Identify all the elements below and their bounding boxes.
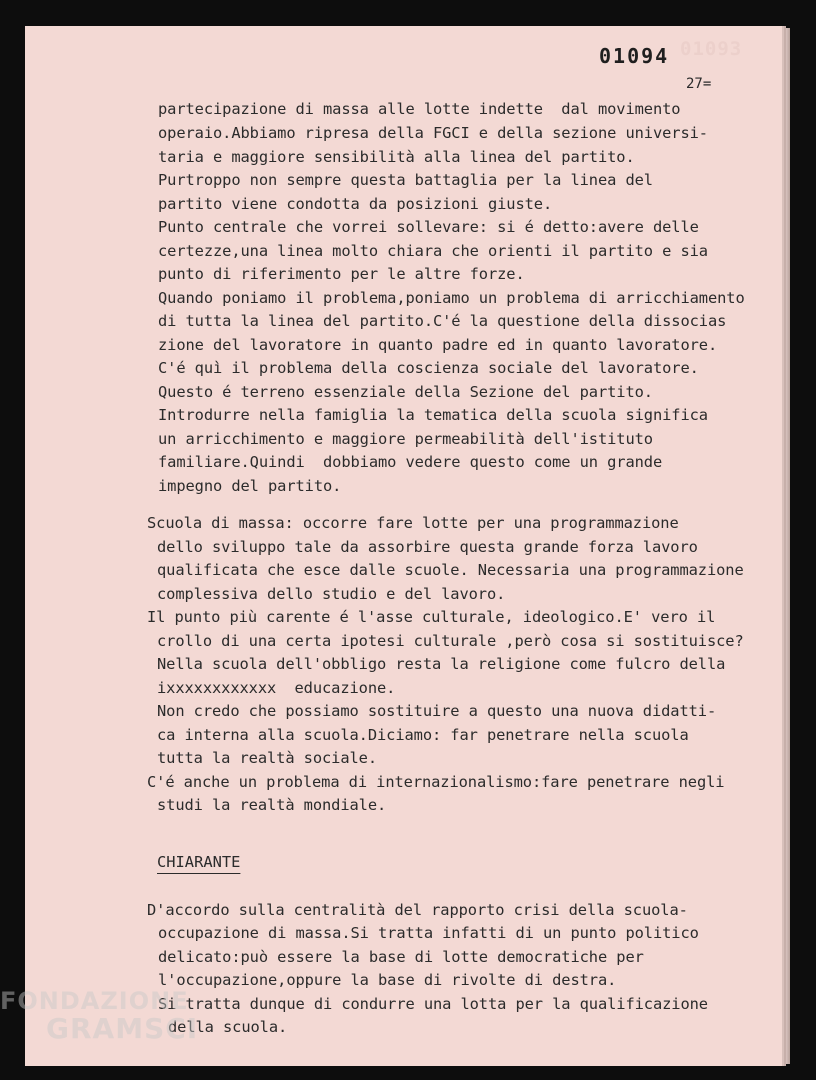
fondazione-gramsci-watermark xyxy=(0,988,198,1045)
text-line: C'é anche un problema di internazionalismo:fare penetrare negli xyxy=(147,773,725,791)
text-line: Quando poniamo il problema,poniamo un problema di arricchiamento xyxy=(158,289,745,307)
watermark-line: FONDAZIONE xyxy=(0,987,189,1015)
text-line: Introdurre nella famiglia la tematica della scuola significa xyxy=(158,406,708,424)
text-line: di tutta la linea del partito.C'é la questione della dissocias xyxy=(158,312,727,330)
text-line: delicato:può essere la base di lotte democratiche per xyxy=(158,948,644,966)
text-line: familiare.Quindi dobbiamo vedere questo come un grande xyxy=(158,453,663,471)
text-line: punto di riferimento per le altre forze. xyxy=(158,265,525,283)
text-line: Si tratta dunque di condurre una lotta per la qualificazione xyxy=(158,995,708,1013)
text-line: Il punto più carente é l'asse culturale, ideologico.E' vero il xyxy=(147,608,716,626)
bleed-through-number: 01093 xyxy=(680,38,743,60)
text-line: partecipazione di massa alle lotte indette dal movimento xyxy=(158,100,681,118)
text-line: tutta la realtà sociale. xyxy=(157,749,377,767)
speaker-heading: CHIARANTE xyxy=(157,853,241,871)
text-line: partito viene condotta da posizioni giuste. xyxy=(158,195,553,213)
text-line: Questo é terreno essenziale della Sezione del partito. xyxy=(158,383,653,401)
page-number: 27= xyxy=(686,76,712,92)
text-line: impegno del partito. xyxy=(158,477,342,495)
text-line: ca interna alla scuola.Diciamo: far penetrare nella scuola xyxy=(157,726,689,744)
text-line: Non credo che possiamo sostituire a questo una nuova didatti- xyxy=(157,702,717,720)
text-line: un arricchimento e maggiore permeabilità dell'istituto xyxy=(158,430,653,448)
text-line: operaio.Abbiamo ripresa della FGCI e della sezione universi- xyxy=(158,124,708,142)
struck-text-line: ixxxxxxxxxxxx educazione. xyxy=(157,679,396,697)
text-line: Nella scuola dell'obbligo resta la religione come fulcro della xyxy=(157,655,726,673)
text-line: Scuola di massa: occorre fare lotte per una programmazione xyxy=(147,514,679,532)
text-line: taria e maggiore sensibilità alla linea del partito. xyxy=(158,148,635,166)
text-line: occupazione di massa.Si tratta infatti di un punto politico xyxy=(158,924,699,942)
text-line: studi la realtà mondiale. xyxy=(157,796,387,814)
archive-number: 01094 xyxy=(599,44,670,68)
text-line: Punto centrale che vorrei sollevare: si é detto:avere delle xyxy=(158,218,699,236)
text-line: della scuola. xyxy=(168,1018,288,1036)
text-line: dello sviluppo tale da assorbire questa grande forza lavoro xyxy=(157,538,698,556)
text-line: zione del lavoratore in quanto padre ed in quanto lavoratore. xyxy=(158,336,718,354)
text-line: crollo di una certa ipotesi culturale ,però cosa si sostituisce? xyxy=(157,632,744,650)
text-line: l'occupazione,oppure la base di rivolte di destra. xyxy=(158,971,617,989)
text-line: D'accordo sulla centralità del rapporto crisi della scuola- xyxy=(147,901,688,919)
text-line: Purtroppo non sempre questa battaglia per la linea del xyxy=(158,171,653,189)
text-line: certezze,una linea molto chiara che orienti il partito e sia xyxy=(158,242,708,260)
text-line: C'é quì il problema della coscienza sociale del lavoratore. xyxy=(158,359,699,377)
text-line: qualificata che esce dalle scuole. Necessaria una programmazione xyxy=(157,561,744,579)
watermark-line: GRAMSCI xyxy=(46,1012,199,1046)
text-line: complessiva dello studio e del lavoro. xyxy=(157,585,506,603)
